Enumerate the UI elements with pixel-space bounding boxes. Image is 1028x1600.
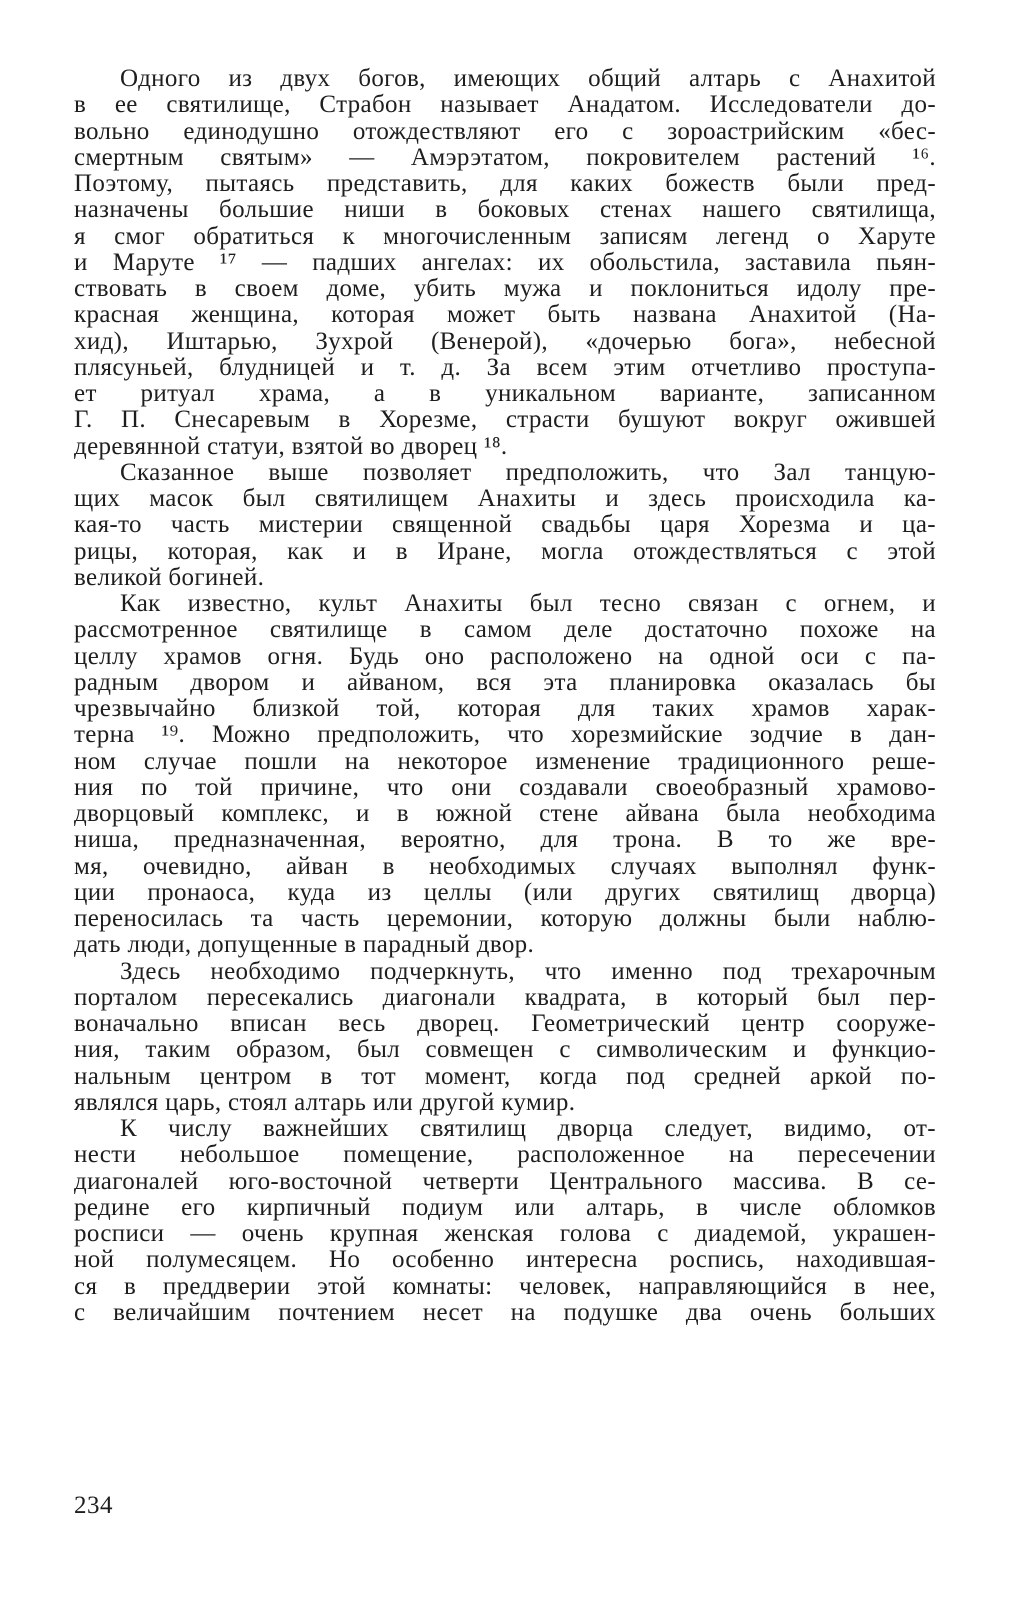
text-line: редине его кирпичный подиум или алтарь, в числе обломков xyxy=(74,1193,936,1221)
text-line: ствовать в своем доме, убить мужа и поклониться идолу пре- xyxy=(74,275,936,302)
text-line: ния, таким образом, был совмещен с символическим и функцио- xyxy=(74,1036,936,1064)
text-line: деревянной статуи, взятой во дворец ¹⁸. xyxy=(74,432,508,460)
text-line: целлу храмов огня. Будь оно расположено на одной оси с па- xyxy=(74,642,936,670)
text-line: назначены большие ниши в боковых стенах нашего святилища, xyxy=(74,196,936,224)
text-line: хид), Иштарью, Зухрой (Венерой), «дочерью бога», небесной xyxy=(74,327,936,355)
text-line: смертным святым» — Амэрэтатом, покровителем растений ¹⁶. xyxy=(74,143,936,171)
paragraph xyxy=(74,591,936,959)
text-line: и Маруте ¹⁷ — падших ангелах: их обольстила, заставила пьян- xyxy=(74,248,936,276)
text-line: диагоналей юго-восточной четверти Центрального массива. В се- xyxy=(74,1167,936,1195)
text-line: росписи — очень крупная женская голова с диадемой, украшен- xyxy=(74,1220,936,1247)
paragraph xyxy=(74,959,936,1117)
page-number: 234 xyxy=(74,1492,113,1519)
text-line: ся в преддверии этой комнаты: человек, направляющийся в нее, xyxy=(74,1272,936,1300)
paragraph xyxy=(74,66,936,460)
text-line: переносилась та часть церемонии, которую должны были наблю- xyxy=(74,905,936,932)
text-line: нести небольшое помещение, расположенное на пересечении xyxy=(74,1141,936,1169)
text-line: я смог обратиться к многочисленным записям легенд о Харуте xyxy=(74,222,936,250)
text-line: с величайшим почтением несет на подушке два очень больших xyxy=(74,1298,936,1326)
text-line: Здесь необходимо подчеркнуть, что именно под трехарочным xyxy=(120,957,936,985)
text-line: нальным центром в тот момент, когда под средней аркой по- xyxy=(74,1062,936,1090)
text-line: ном случае пошли на некоторое изменение традиционного реше- xyxy=(74,747,936,775)
text-line: в ее святилище, Страбон называет Анадатом. Исследователи до- xyxy=(74,91,936,119)
paragraph xyxy=(74,1116,936,1326)
text-line: ции пронаоса, куда из целлы (или других святилищ дворца) xyxy=(74,878,936,906)
text-line: Поэтому, пытаясь представить, для каких божеств были пред- xyxy=(74,170,936,197)
body-text xyxy=(74,66,936,1326)
text-line: терна ¹⁹. Можно предположить, что хорезмийские зодчие в дан- xyxy=(74,721,936,749)
text-line: плясуньей, блудницей и т. д. За всем этим отчетливо проступа- xyxy=(74,353,936,381)
text-line: Одного из двух богов, имеющих общий алтарь с Анахитой xyxy=(120,65,936,92)
text-line: вольно единодушно отождествляют его с зороастрийским «бес- xyxy=(74,117,936,145)
text-line: кая-то часть мистерии священной свадьбы царя Хорезма и ца- xyxy=(74,511,936,539)
text-line: рассмотренное святилище в самом деле достаточно похоже на xyxy=(74,616,936,644)
text-line: великой богиней. xyxy=(74,563,265,591)
text-line: дать люди, допущенные в парадный двор. xyxy=(74,931,535,959)
text-line: чрезвычайно близкой той, которая для таких храмов харак- xyxy=(74,695,936,722)
text-line: дворцовый комплекс, и в южной стене айвана была необходима xyxy=(74,800,936,827)
text-line: ной полумесяцем. Но особенно интересна роспись, находившая- xyxy=(74,1246,936,1274)
text-line: рицы, которая, как и в Иране, могла отождествляться с этой xyxy=(74,537,936,565)
text-line: щих масок был святилищем Анахиты и здесь происходила ка- xyxy=(74,485,936,512)
text-line: воначально вписан весь дворец. Геометрический центр сооруже- xyxy=(74,1010,936,1037)
text-line: ет ритуал храма, а в уникальном варианте, записанном xyxy=(74,380,936,407)
text-line: порталом пересекались диагонали квадрата, в который был пер- xyxy=(74,983,936,1011)
text-line: мя, очевидно, айван в необходимых случаях выполнял функ- xyxy=(74,852,936,880)
text-line: Как известно, культ Анахиты был тесно связан с огнем, и xyxy=(120,590,936,617)
text-line: Сказанное выше позволяет предположить, что Зал танцую- xyxy=(120,458,936,486)
paragraph xyxy=(74,460,936,591)
text-line: ниша, предназначенная, вероятно, для трона. В то же вре- xyxy=(74,826,936,854)
text-line: Г. П. Снесаревым в Хорезме, страсти бушуют вокруг ожившей xyxy=(74,406,936,434)
text-line: К числу важнейших святилищ дворца следует, видимо, от- xyxy=(120,1115,936,1142)
text-line: являлся царь, стоял алтарь или другой кумир. xyxy=(74,1088,576,1116)
text-line: ния по той причине, что они создавали своеобразный храмово- xyxy=(74,773,936,801)
text-line: радным двором и айваном, вся эта планировка оказалась бы xyxy=(74,668,936,696)
text-line: красная женщина, которая может быть названа Анахитой (На- xyxy=(74,301,936,329)
